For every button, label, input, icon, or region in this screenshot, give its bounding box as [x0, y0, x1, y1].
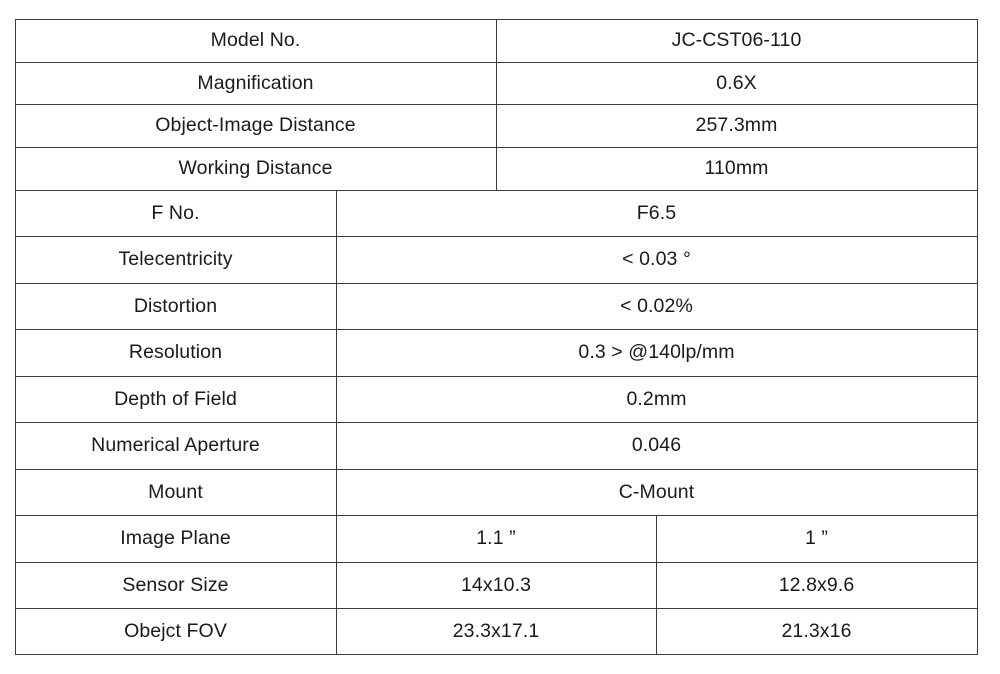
grid-line: [977, 19, 978, 655]
value-f-no: F6.5: [636, 201, 677, 224]
value-mount: C-Mount: [618, 480, 695, 503]
value-sensor-size-1: 14x10.3: [460, 573, 532, 596]
label-distortion: Distortion: [133, 294, 218, 317]
grid-line: [15, 236, 978, 237]
label-f-no: F No.: [151, 201, 200, 224]
grid-line: [15, 19, 16, 655]
label-working-distance: Working Distance: [178, 157, 333, 179]
grid-line: [15, 376, 978, 377]
label-telecentricity: Telecentricity: [118, 248, 233, 270]
label-object-fov: Obejct FOV: [124, 620, 227, 642]
label-model-no: Model No.: [210, 29, 301, 51]
value-distortion: < 0.02%: [620, 294, 693, 317]
grid-line: [15, 469, 978, 470]
grid-line: [15, 608, 978, 609]
value-model-no: JC-CST06-110: [671, 29, 802, 51]
spec-table: [15, 19, 977, 655]
value-magnification: 0.6X: [716, 71, 757, 94]
grid-line: [15, 329, 978, 330]
value-image-plane-2: 1 ”: [804, 527, 829, 549]
value-depth-of-field: 0.2mm: [626, 387, 687, 410]
value-telecentricity: < 0.03 °: [622, 248, 691, 270]
grid-line: [336, 190, 337, 655]
value-object-fov-2: 21.3x16: [781, 620, 852, 642]
label-image-plane: Image Plane: [120, 527, 231, 549]
value-object-fov-1: 23.3x17.1: [452, 620, 540, 642]
value-resolution: 0.3 > @140lp/mm: [578, 341, 735, 363]
grid-line: [15, 562, 978, 563]
label-magnification: Magnification: [197, 71, 314, 94]
grid-line: [15, 515, 978, 516]
label-numerical-aperture: Numerical Aperture: [91, 434, 260, 456]
label-depth-of-field: Depth of Field: [114, 387, 237, 410]
label-object-image-distance: Object-Image Distance: [155, 114, 356, 136]
value-sensor-size-2: 12.8x9.6: [778, 573, 855, 596]
grid-line: [656, 515, 657, 655]
label-sensor-size: Sensor Size: [122, 573, 229, 596]
label-mount: Mount: [148, 480, 203, 503]
value-object-image-distance: 257.3mm: [695, 114, 778, 136]
value-working-distance: 110mm: [704, 157, 769, 179]
value-numerical-aperture: 0.046: [631, 434, 682, 456]
grid-line: [496, 19, 497, 190]
value-image-plane-1: 1.1 ”: [476, 527, 516, 549]
label-resolution: Resolution: [128, 341, 223, 363]
grid-line: [15, 654, 978, 655]
grid-line: [15, 422, 978, 423]
grid-line: [15, 190, 978, 191]
grid-line: [15, 283, 978, 284]
